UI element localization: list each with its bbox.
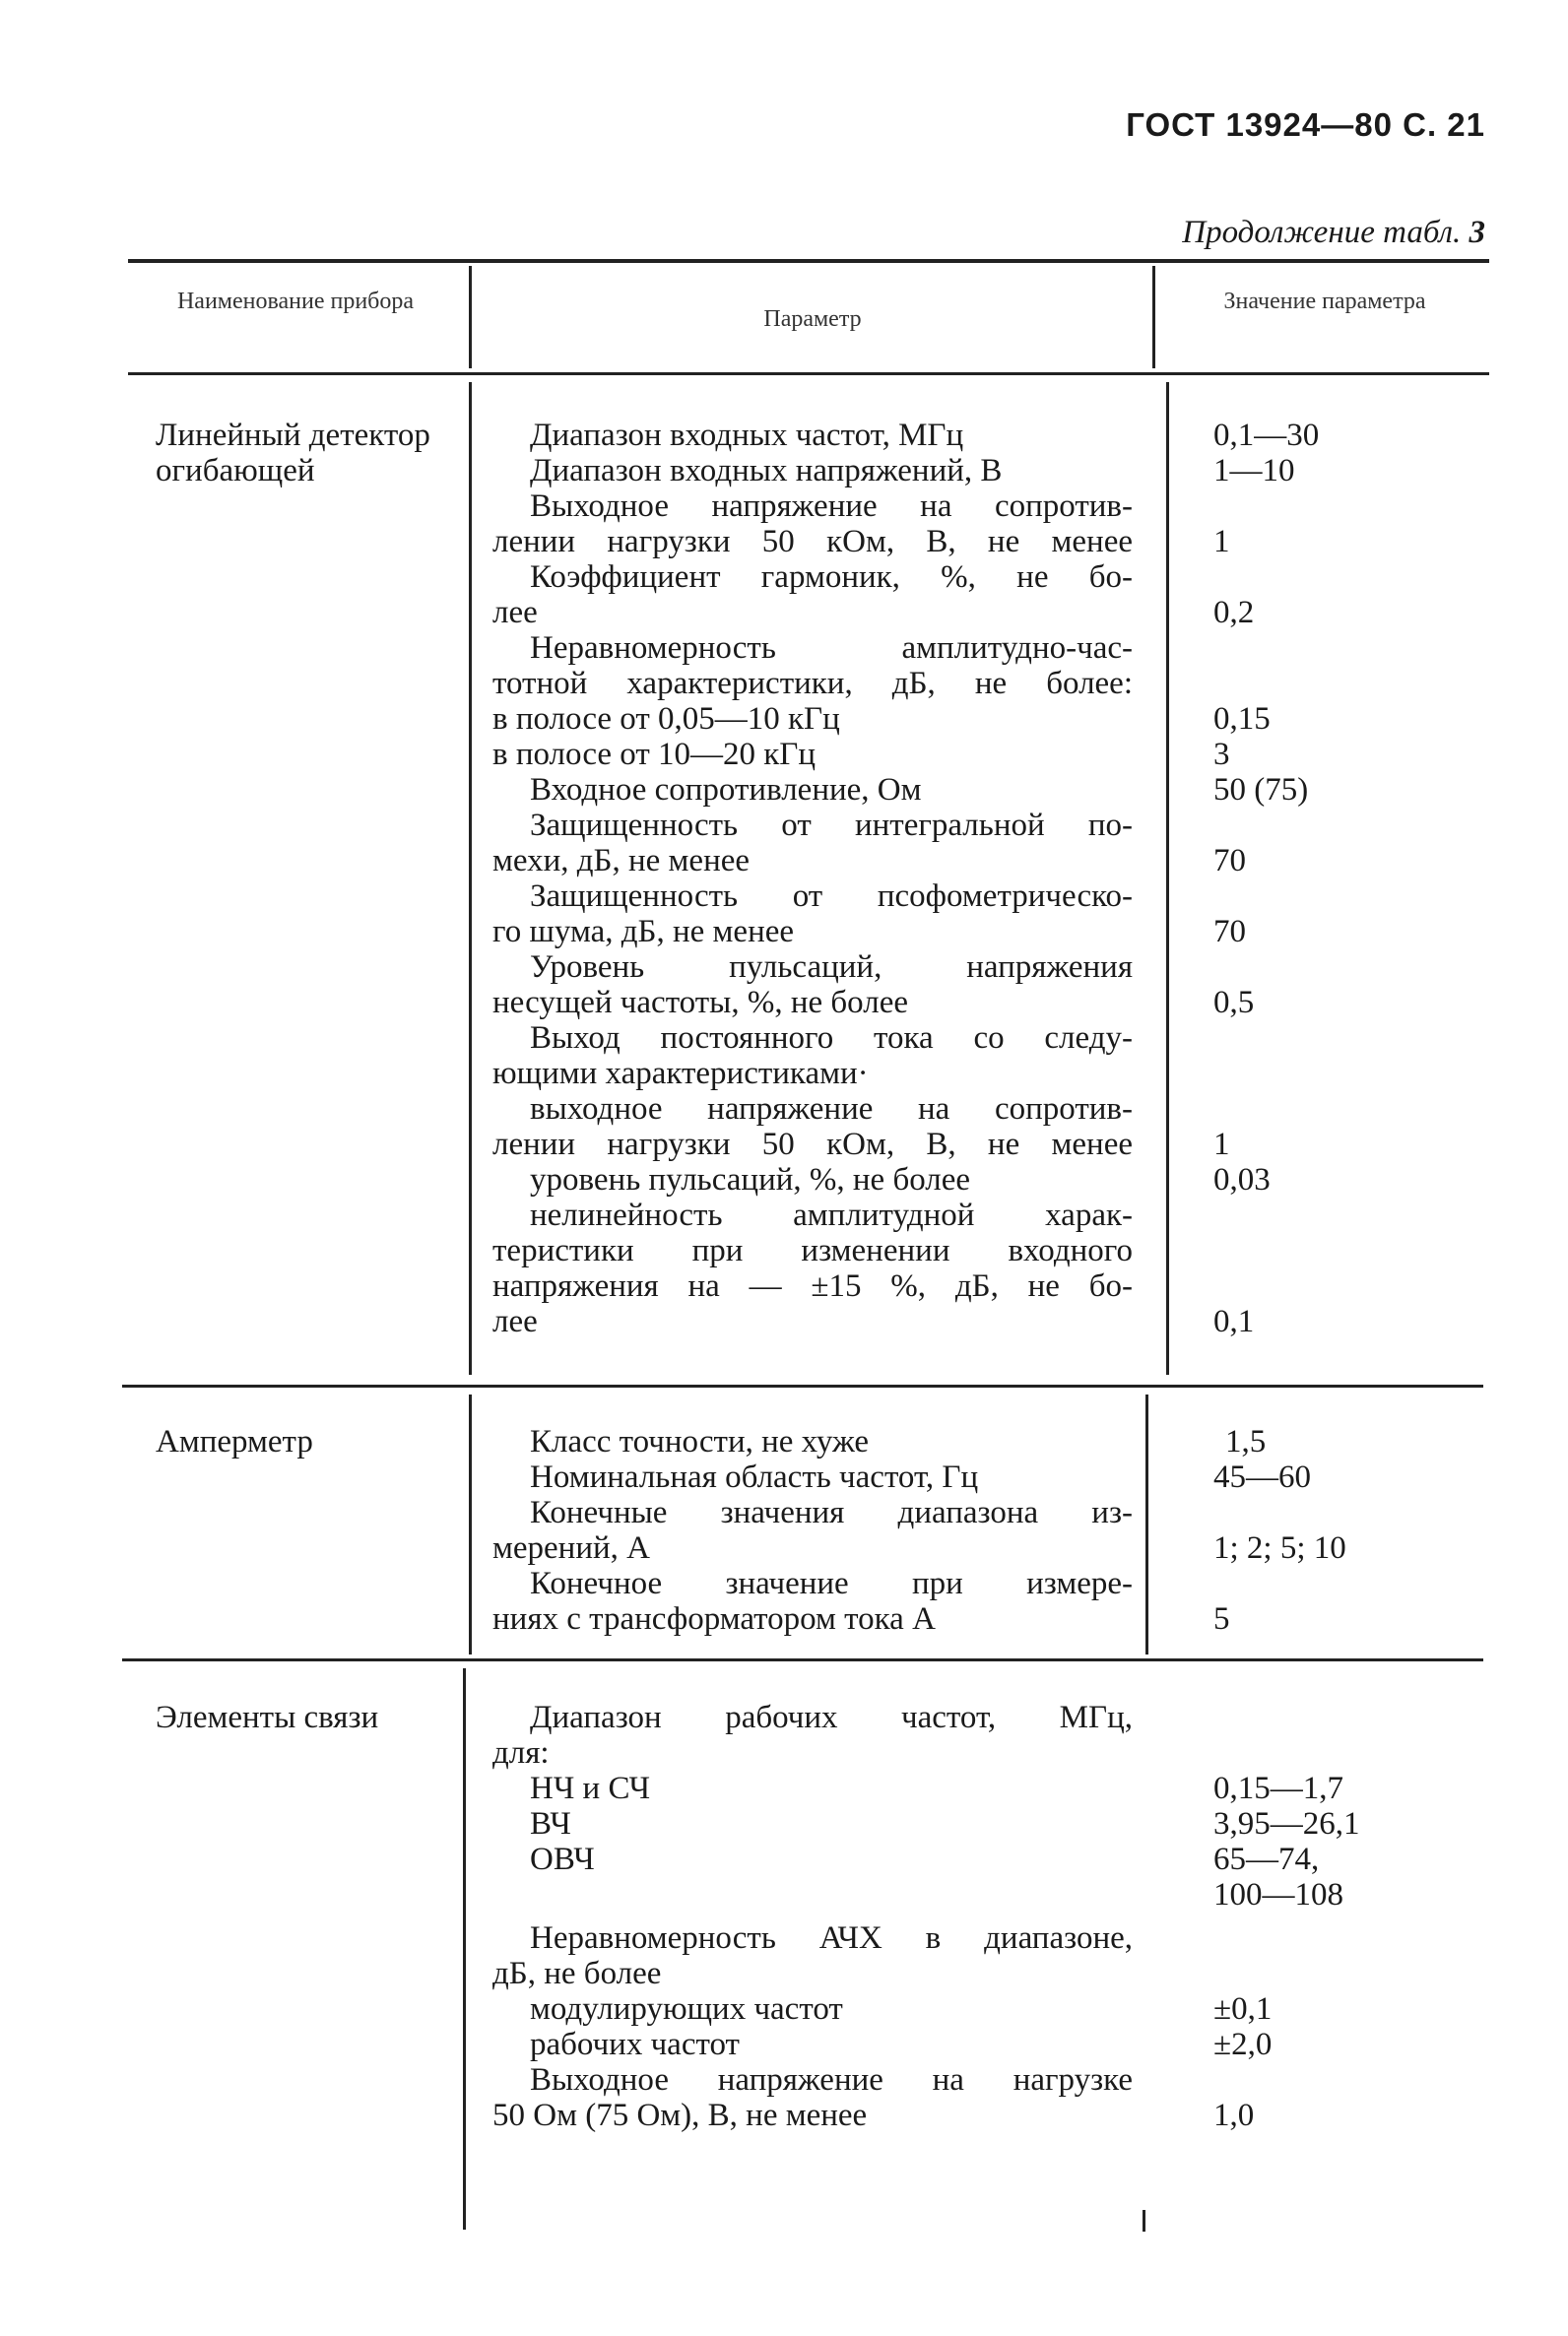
parameter-line: Защищенность от интегральной по- [530, 808, 1133, 843]
parameter-line: лее [492, 595, 538, 630]
table-number: 3 [1469, 215, 1485, 250]
parameter-value: 0,1—30 [1213, 418, 1320, 453]
device-name: Линейный детектор огибающей [156, 418, 430, 488]
table-top-rule [128, 259, 1489, 263]
parameter-line: лении нагрузки 50 кОм, В, не менее [492, 524, 1133, 559]
parameter-value: ±2,0 [1213, 2027, 1273, 2062]
column-divider-2-section-2 [1145, 1395, 1148, 1655]
parameter-value: 0,03 [1213, 1162, 1271, 1198]
table-header-rule [128, 372, 1489, 375]
parameter-line: Неравномерность АЧХ в диапазоне, [530, 1920, 1133, 1956]
parameter-line: Уровень пульсаций, напряжения [530, 949, 1133, 985]
parameter-line: нелинейность амплитудной харак- [530, 1198, 1133, 1233]
parameter-value: 100—108 [1213, 1877, 1343, 1913]
parameter-value: 70 [1213, 843, 1246, 878]
parameter-line: Выход постоянного тока со следу- [530, 1020, 1133, 1056]
table-continuation-label [1182, 215, 1485, 251]
parameter-line: тотной характеристики, дБ, не более: [492, 666, 1133, 701]
parameter-line: Диапазон рабочих частот, МГц, [530, 1700, 1133, 1735]
column-header-value: Значение параметра [1223, 289, 1426, 314]
parameter-value: 3,95—26,1 [1213, 1806, 1360, 1842]
parameter-value: 0,5 [1213, 985, 1255, 1020]
device-name: Амперметр [156, 1424, 313, 1460]
section-rule-2 [122, 1658, 1483, 1661]
parameter-value: 3 [1213, 737, 1230, 772]
column-divider-2-section-3 [1143, 2210, 1145, 2232]
parameter-value: 1—10 [1213, 453, 1295, 488]
column-divider-2-section-1 [1166, 382, 1169, 1375]
parameter-line: Конечное значение при измере- [530, 1566, 1133, 1601]
parameter-line: ющими характеристиками· [492, 1056, 869, 1091]
parameter-value: 1,0 [1213, 2098, 1255, 2133]
parameter-line: дБ, не более [492, 1956, 662, 1991]
parameter-line: лее [492, 1304, 538, 1339]
parameter-value: 65—74, [1213, 1842, 1320, 1877]
parameter-line: мехи, дБ, не менее [492, 843, 751, 878]
parameter-value: 0,2 [1213, 595, 1255, 630]
parameter-line: напряжения на — ±15 %, дБ, не бо- [492, 1268, 1133, 1304]
parameter-value: 1,5 [1225, 1424, 1267, 1460]
parameter-line: Выходное напряжение на нагрузке [530, 2062, 1133, 2098]
device-name: Элементы связи [156, 1700, 379, 1735]
parameter-value: 0,1 [1213, 1304, 1255, 1339]
parameter-line: Конечные значения диапазона из- [530, 1495, 1133, 1530]
parameter-value: 1; 2; 5; 10 [1213, 1530, 1346, 1566]
parameter-line: выходное напряжение на сопротив- [530, 1091, 1133, 1127]
parameter-line: Номинальная область частот, Гц [530, 1460, 979, 1495]
column-header-parameter: Параметр [763, 306, 862, 332]
parameter-line: Коэффициент гармоник, %, не бо- [530, 559, 1133, 595]
parameter-line: ниях с трансформатором тока А [492, 1601, 936, 1637]
parameter-value: 0,15—1,7 [1213, 1771, 1343, 1806]
continuation-text: Продолжение табл. [1182, 215, 1462, 250]
parameter-value: 70 [1213, 914, 1246, 949]
parameter-line: го шума, дБ, не менее [492, 914, 795, 949]
parameter-line: Класс точности, не хуже [530, 1424, 869, 1460]
parameter-line: в полосе от 0,05—10 кГц [492, 701, 840, 737]
parameter-line: НЧ и СЧ [530, 1771, 651, 1806]
parameter-value: 45—60 [1213, 1460, 1311, 1495]
section-rule-1 [122, 1385, 1483, 1388]
page-header: ГОСТ 13924—80 С. 21 [1126, 106, 1485, 143]
parameter-line: Входное сопротивление, Ом [530, 772, 922, 808]
column-header-device: Наименование прибора [176, 289, 415, 314]
parameter-value: 1 [1213, 1127, 1230, 1162]
parameter-line: ОВЧ [530, 1842, 595, 1877]
column-divider-1-header [469, 266, 472, 368]
column-divider-2-header [1152, 266, 1155, 368]
parameter-line: ВЧ [530, 1806, 571, 1842]
parameter-line: несущей частоты, %, не более [492, 985, 909, 1020]
parameter-value: 50 (75) [1213, 772, 1309, 808]
parameter-line: Защищенность от псофометрическо- [530, 878, 1133, 914]
parameter-line: модулирующих частот [530, 1991, 843, 2027]
parameter-line: мерений, А [492, 1530, 650, 1566]
parameter-line: рабочих частот [530, 2027, 740, 2062]
parameter-value: 0,15 [1213, 701, 1271, 737]
parameter-line: для: [492, 1735, 550, 1771]
parameter-line: Неравномерность амплитудно-час- [530, 630, 1133, 666]
parameter-line: 50 Ом (75 Ом), В, не менее [492, 2098, 868, 2133]
parameter-value: 1 [1213, 524, 1230, 559]
parameter-line: лении нагрузки 50 кОм, В, не менее [492, 1127, 1133, 1162]
column-divider-1-section-1 [469, 382, 472, 1375]
parameter-line: в полосе от 10—20 кГц [492, 737, 817, 772]
parameter-line: уровень пульсаций, %, не более [530, 1162, 971, 1198]
parameter-line: Диапазон входных частот, МГц [530, 418, 964, 453]
parameter-line: Диапазон входных напряжений, В [530, 453, 1003, 488]
parameter-value: ±0,1 [1213, 1991, 1273, 2027]
parameter-line: Выходное напряжение на сопротив- [530, 488, 1133, 524]
column-divider-1-section-3 [463, 1668, 466, 2230]
column-divider-1-section-2 [469, 1395, 472, 1655]
parameter-line: теристики при изменении входного [492, 1233, 1133, 1268]
parameter-value: 5 [1213, 1601, 1230, 1637]
